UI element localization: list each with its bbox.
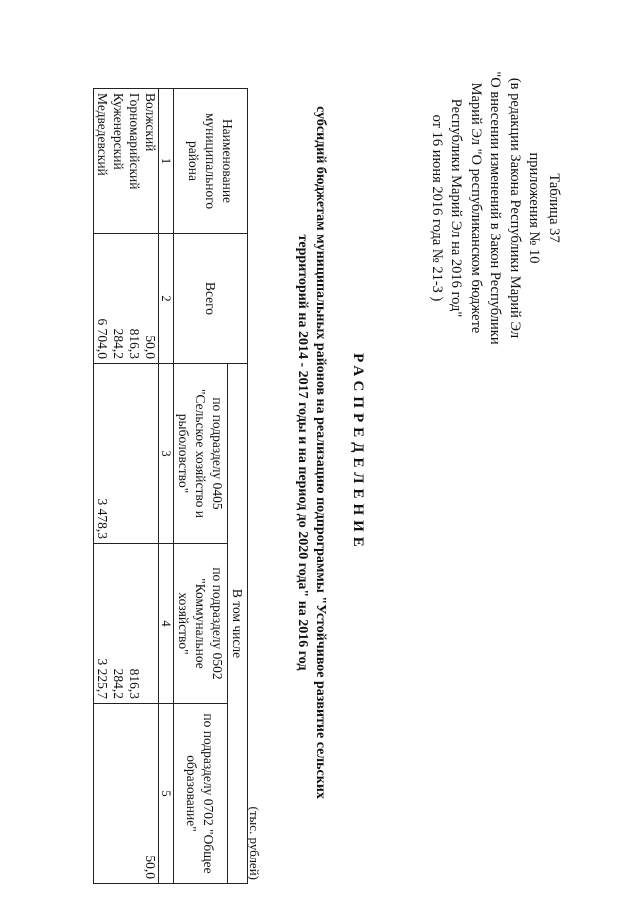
district-name: Куженерский bbox=[110, 89, 126, 234]
subtitle-line-1: субсидий бюджетам муниципальных районов на реализацию подпрограммы "Устойчивое развитие сельских bbox=[313, 106, 328, 799]
header-subsection-0405: по подразделу 0405 "Сельское хозяйство и рыболовство" bbox=[174, 364, 228, 544]
column-number-4: 4 bbox=[159, 544, 174, 704]
amount-0702: 50,0 bbox=[142, 704, 159, 884]
header-total: Всего bbox=[174, 234, 248, 364]
column-number-5: 5 bbox=[159, 704, 174, 884]
distribution-table bbox=[93, 88, 248, 884]
units-label: (тыс. рублей) bbox=[247, 806, 262, 880]
table-row bbox=[110, 89, 126, 884]
column-number-2: 2 bbox=[159, 234, 174, 364]
annex-line-1: (в редакции Закона Республики Марий Эл bbox=[507, 77, 523, 339]
amount-0502 bbox=[142, 544, 159, 704]
total-amount: 50,0 bbox=[142, 234, 159, 364]
annex-line-5: от 16 июня 2016 года № 21-З ) bbox=[429, 114, 445, 302]
table-number: Таблица 37 bbox=[546, 173, 562, 243]
total-amount: 6 704,0 bbox=[94, 234, 111, 364]
amount-0702 bbox=[110, 704, 126, 884]
column-number-1: 1 bbox=[159, 89, 174, 234]
annex-number: приложения № 10 bbox=[526, 152, 543, 264]
header-including: В том числе bbox=[228, 364, 248, 884]
amount-0405 bbox=[110, 364, 126, 544]
amount-0502: 816,3 bbox=[126, 544, 142, 704]
annex-line-4: Республики Марий Эл на 2016 год" bbox=[448, 98, 465, 318]
total-amount: 816,3 bbox=[126, 234, 142, 364]
header-district-name: Наименование муниципального района bbox=[174, 89, 248, 234]
column-number-3: 3 bbox=[159, 364, 174, 544]
district-name: Горномарийский bbox=[126, 89, 142, 234]
table-row bbox=[126, 89, 142, 884]
document-subtitle bbox=[293, 60, 329, 845]
subtitle-line-2: территорий на 2014 - 2017 годы и на период до 2020 года" на 2016 год bbox=[295, 234, 310, 671]
amount-0405: 3 478,3 bbox=[94, 364, 111, 544]
amount-0702 bbox=[126, 704, 142, 884]
annex-line-2: "О внесении изменений в Закон Республики bbox=[487, 71, 504, 345]
amount-0502: 284,2 bbox=[110, 544, 126, 704]
annex-reference-block bbox=[427, 58, 564, 358]
document-title: РАСПРЕДЕЛЕНИЕ bbox=[350, 353, 366, 552]
table-row bbox=[142, 89, 159, 884]
table-row bbox=[94, 89, 111, 884]
amount-0405 bbox=[142, 364, 159, 544]
header-subsection-0702: по подразделу 0702 "Общее образование" bbox=[174, 704, 228, 884]
total-amount: 284,2 bbox=[110, 234, 126, 364]
district-name: Медведевский bbox=[94, 89, 111, 234]
district-name: Волжский bbox=[142, 89, 159, 234]
annex-line-3: Марий Эл "О республиканском бюджете bbox=[468, 82, 484, 334]
amount-0702 bbox=[94, 704, 111, 884]
amount-0502: 3 225,7 bbox=[94, 544, 111, 704]
amount-0405 bbox=[126, 364, 142, 544]
header-subsection-0502: по подразделу 0502 "Коммунальное хозяйство" bbox=[174, 544, 228, 704]
